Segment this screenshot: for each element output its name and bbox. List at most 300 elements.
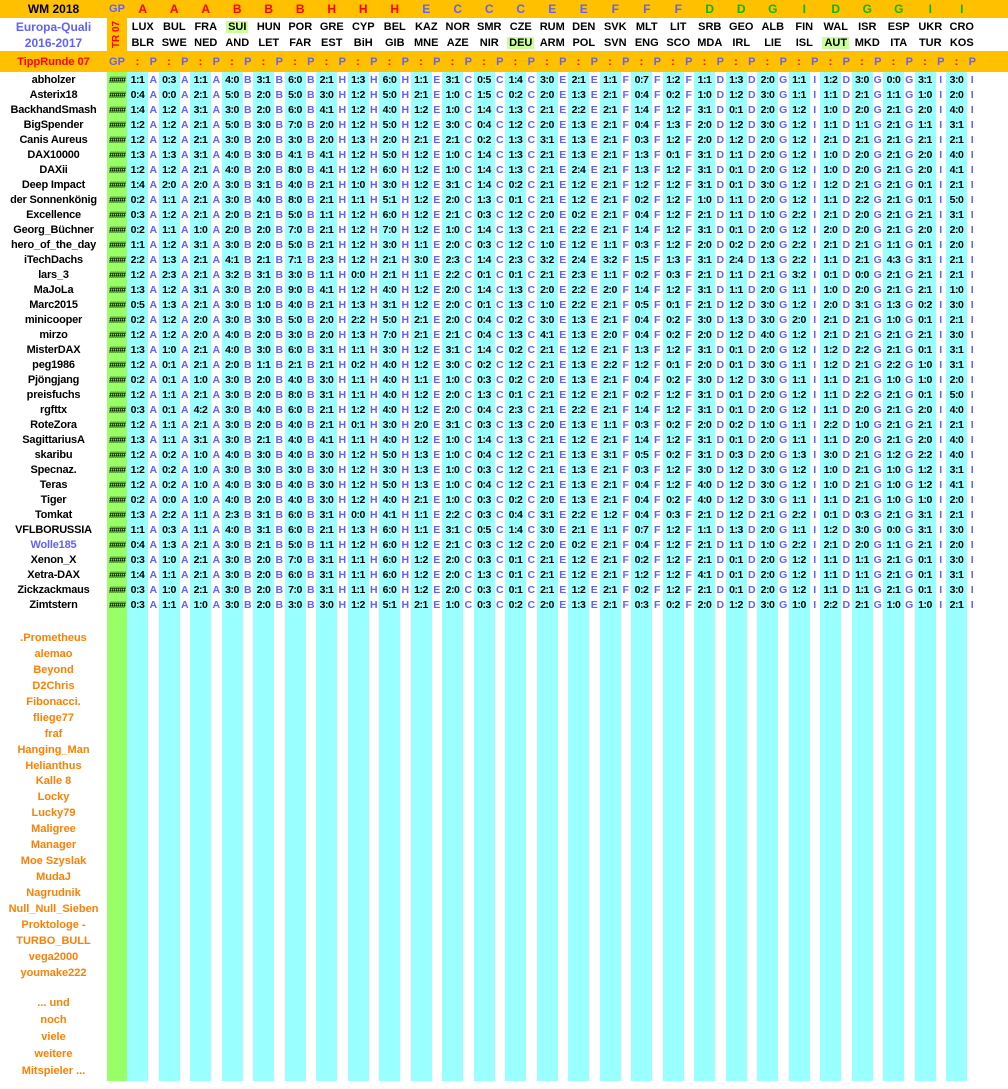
home-team: ESP [887,20,910,33]
tip-group-cell: I [810,132,821,147]
tip-group-cell: D [842,253,851,266]
away-team: IRL [732,36,751,49]
tip-group-cell: F [621,492,632,507]
tip-group-cell: E [559,373,567,386]
tip-score-cell: 2:0 [537,417,558,432]
tip-score-cell: 2:0 [379,132,400,147]
tip-group-cell: F [684,222,695,237]
tip-score-cell: 1:2 [568,342,589,357]
tip-group-cell: H [369,193,378,206]
tip-score-cell: 3:0 [946,72,967,87]
tip-group-cell: F [652,567,663,582]
tip-group-cell: B [243,118,252,131]
tip-group-cell: E [590,163,598,176]
tip-score-cell: 1:1 [820,252,841,267]
tip-group-cell: F [652,252,663,267]
tip-score-cell: 2:3 [222,507,243,522]
tip-score-cell: 2:2 [568,102,589,117]
tip-score-cell: 0:1 [915,552,936,567]
gp-value-cell: #### [107,522,127,537]
tip-score-cell: 0:3 [127,552,148,567]
tip-group-cell: B [275,88,284,101]
inactive-player-name: Nagrudnik [26,887,81,899]
tip-group-cell: B [275,178,284,191]
tip-group-cell: B [306,508,315,521]
tip-group-cell: G [905,538,914,551]
tip-group-cell: H [401,598,410,611]
tip-score-cell: 1:2 [663,162,684,177]
tip-group-cell: A [180,313,189,326]
tip-score-cell: 2:0 [316,117,337,132]
tip-score-cell: 1:3 [348,327,369,342]
tip-group-cell: B [306,178,315,191]
tip-score-cell: 0:1 [348,417,369,432]
tip-group-cell: I [967,192,978,207]
player-name: Tiger [40,493,67,506]
score-col-header: : [167,55,171,68]
tip-group-cell: F [652,537,663,552]
tip-group-cell: G [905,478,914,491]
tip-score-cell: 1:4 [474,177,495,192]
tip-score-cell: 0:1 [726,177,747,192]
tip-score-cell: 1:2 [568,192,589,207]
letter-column-stripe [747,612,758,1081]
tip-group-cell: I [810,417,821,432]
tip-group-cell: F [684,417,695,432]
tip-score-cell: 0:4 [127,87,148,102]
player-name: Excellence [26,208,81,221]
home-team: WAL [823,20,848,33]
tip-score-cell: 1:2 [411,117,432,132]
tip-group-cell: F [652,507,663,522]
tip-score-cell: 1:2 [348,462,369,477]
tip-score-cell: 3:0 [253,477,274,492]
tip-score-cell: 2:0 [316,312,337,327]
player-name: hero_of_the_day [10,238,97,251]
tip-group-cell: H [338,283,347,296]
header-row-points [0,51,1008,72]
tip-group-cell: E [559,73,567,86]
tip-score-cell: 1:1 [348,342,369,357]
tip-score-cell: 0:1 [663,147,684,162]
tip-score-cell: 6:0 [285,342,306,357]
tip-group-cell: B [275,538,284,551]
tip-score-cell: 0:2 [631,192,652,207]
tip-score-cell: 2:1 [537,552,558,567]
tip-group-cell: H [401,373,410,386]
player-row [0,282,1008,297]
tip-score-cell: 0:2 [348,357,369,372]
tip-group-cell: D [842,598,851,611]
score-column-stripe [474,612,495,1081]
tip-group-cell: E [590,523,598,536]
tip-score-cell: 1:1 [600,417,621,432]
tip-score-cell: 2:0 [190,312,211,327]
tip-group-cell: D [842,238,851,251]
tip-group-cell: E [433,538,441,551]
inactive-player-name: MudaJ [36,871,71,884]
tip-group-cell: G [905,373,914,386]
away-team: ITA [890,36,908,49]
tip-score-cell: 3:0 [285,462,306,477]
tip-group-cell: B [243,253,252,266]
tip-group-cell: A [180,298,189,311]
group-letter: G [862,2,872,16]
tip-score-cell: 0:3 [474,537,495,552]
round-label: TippRunde 07 [17,55,90,68]
tip-score-cell: 2:0 [757,162,778,177]
tip-group-cell: E [590,73,598,86]
tip-group-cell: C [527,238,536,251]
tip-group-cell: A [212,433,221,446]
tip-group-cell: B [243,388,252,401]
tip-group-cell: A [149,373,158,386]
tip-score-cell: 1:4 [631,282,652,297]
tip-score-cell: 1:2 [663,222,684,237]
tip-score-cell: 3:0 [253,117,274,132]
tip-group-cell: B [275,568,284,581]
tip-group-cell: A [212,328,221,341]
tip-group-cell: G [779,193,788,206]
tip-score-cell: 1:0 [190,477,211,492]
tip-score-cell: 3:1 [253,267,274,282]
tip-score-cell: 2:1 [915,327,936,342]
points-col-header: P [370,55,378,68]
tip-group-cell: D [842,208,851,221]
tip-group-cell: H [401,463,410,476]
tip-score-cell: 2:0 [757,432,778,447]
tip-group-cell: F [621,507,632,522]
tip-group-cell: E [559,508,567,521]
tip-group-cell: A [149,298,158,311]
tip-score-cell: 1:2 [726,372,747,387]
tip-score-cell: 2:1 [411,327,432,342]
tip-group-cell: B [243,568,252,581]
row-filler [978,357,1008,372]
tip-group-cell: G [779,388,788,401]
tip-group-cell: C [527,163,536,176]
tip-group-cell: G [873,283,882,296]
tip-score-cell: 2:1 [537,462,558,477]
tip-group-cell: D [716,223,725,236]
gp-value-cell: #### [107,417,127,432]
tip-score-cell: 7:0 [285,552,306,567]
away-team: MKD [854,36,880,49]
tip-group-cell: F [684,207,695,222]
tip-score-cell: 3:1 [946,567,967,582]
tip-group-cell: E [559,193,567,206]
tip-group-cell: D [716,298,725,311]
row-filler [978,237,1008,252]
tip-score-cell: 4:0 [222,342,243,357]
player-row [0,432,1008,447]
tip-group-cell: I [967,372,978,387]
tip-group-cell: D [716,103,725,116]
tip-score-cell: 1:3 [789,447,810,462]
match-header [883,18,915,51]
tip-score-cell: 1:2 [159,312,180,327]
tip-group-cell: I [967,597,978,612]
tip-group-cell: A [149,403,158,416]
tip-score-cell: 1:1 [789,72,810,87]
tip-score-cell: 1:2 [505,357,526,372]
tip-score-cell: 2:1 [883,282,904,297]
player-row [0,387,1008,402]
tip-group-cell: F [684,582,695,597]
tip-group-cell: F [652,582,663,597]
tip-group-cell: H [369,478,378,491]
away-team: NIR [479,36,499,49]
tip-score-cell: 6:0 [379,537,400,552]
row-filler [978,177,1008,192]
tip-score-cell: 1:3 [568,312,589,327]
group-letter: F [643,2,651,16]
tip-score-cell: 2:1 [883,402,904,417]
home-team: BEL [383,20,406,33]
letter-column-stripe [369,612,380,1081]
tip-group-cell: G [873,103,882,116]
player-name: SagittariusA [22,433,85,446]
tip-group-cell: B [243,73,252,86]
letter-column-stripe [400,612,411,1081]
tip-score-cell: 0:1 [726,357,747,372]
tip-score-cell: 0:5 [631,447,652,462]
tip-group-cell: D [747,493,756,506]
tip-group-cell: H [401,268,410,281]
inactive-player-name: TURBO_BULL [16,934,91,947]
tip-score-cell: 2:1 [316,72,337,87]
tip-group-cell: I [936,567,947,582]
tip-score-cell: 0:2 [663,312,684,327]
tip-score-cell: 1:2 [505,207,526,222]
tip-group-cell: C [495,298,504,311]
tip-group-cell: I [967,72,978,87]
points-col-header: P [653,55,661,68]
tip-group-cell: G [905,598,914,611]
tip-score-cell: 1:2 [505,117,526,132]
tip-score-cell: 1:3 [505,147,526,162]
tip-group-cell: D [747,343,756,356]
tip-group-cell: I [967,537,978,552]
tip-group-cell: D [842,118,851,131]
tip-group-cell: A [149,583,158,596]
tip-group-cell: D [842,478,851,491]
tip-group-cell: G [779,448,788,461]
tip-score-cell: 2:1 [600,177,621,192]
tip-group-cell: B [306,553,315,566]
tip-score-cell: 1:3 [348,297,369,312]
tip-group-cell: F [652,132,663,147]
tip-group-cell: D [747,178,756,191]
tip-score-cell: 0:3 [631,237,652,252]
tip-score-cell: 1:3 [663,252,684,267]
tip-score-cell: 2:4 [568,252,589,267]
tip-score-cell: 2:1 [852,327,873,342]
match-header [946,18,978,51]
tip-score-cell: 1:2 [127,132,148,147]
tip-group-cell: A [149,538,158,551]
tip-score-cell: 0:2 [726,237,747,252]
tip-group-cell: I [936,552,947,567]
tip-group-cell: D [716,208,725,221]
tip-score-cell: 2:1 [694,267,715,282]
points-col-header: P [716,55,724,68]
tip-group-cell: A [149,448,158,461]
tip-score-cell: 1:4 [631,402,652,417]
tip-group-cell: C [495,313,504,326]
tip-group-cell: C [527,478,536,491]
tip-group-cell: G [905,328,914,341]
tip-group-cell: C [495,448,504,461]
tip-group-cell: A [212,553,221,566]
tip-score-cell: 0:4 [631,492,652,507]
tip-group-cell: C [495,328,504,341]
tip-group-cell: A [149,463,158,476]
tip-score-cell: 2:1 [316,417,337,432]
match-header [600,18,632,51]
row-filler [978,432,1008,447]
tip-group-cell: A [212,478,221,491]
tip-score-cell: 1:0 [190,492,211,507]
tip-score-cell: 2:0 [442,297,463,312]
tip-group-cell: H [338,178,347,191]
player-name: der Sonnenkönig [10,193,97,206]
tip-group-cell: C [495,358,504,371]
tip-group-cell: B [306,238,315,251]
tip-group-cell: E [590,403,598,416]
tip-score-cell: 0:4 [474,312,495,327]
tip-group-cell: I [967,507,978,522]
tip-group-cell: B [275,208,284,221]
tip-score-cell: 0:2 [127,372,148,387]
row-filler [978,492,1008,507]
tip-group-cell: F [684,372,695,387]
tip-score-cell: 2:1 [883,177,904,192]
tip-score-cell: 1:2 [568,552,589,567]
tip-score-cell: 3:2 [222,267,243,282]
tip-score-cell: 1:3 [726,522,747,537]
away-team: TUR [918,36,942,49]
tip-score-cell: 4:1 [316,102,337,117]
tip-score-cell: 1:2 [789,567,810,582]
tip-score-cell: 1:3 [159,297,180,312]
tip-group-cell: F [652,312,663,327]
tip-score-cell: 0:2 [631,582,652,597]
tip-score-cell: 0:2 [127,492,148,507]
tip-group-cell: C [464,373,473,386]
tip-group-cell: C [464,73,473,86]
tip-group-cell: I [936,252,947,267]
tip-score-cell: 2:1 [379,267,400,282]
tip-group-cell: E [559,433,567,446]
away-team: KOS [949,36,974,49]
player-row [0,267,1008,282]
tip-group-cell: E [590,583,598,596]
tip-score-cell: 0:2 [505,87,526,102]
tip-group-cell: F [684,492,695,507]
tip-score-cell: 1:3 [127,147,148,162]
tip-score-cell: 3:0 [757,117,778,132]
tip-score-cell: 2:1 [190,417,211,432]
tip-score-cell: 3:1 [253,522,274,537]
tip-group-cell: H [338,313,347,326]
tip-group-cell: F [684,177,695,192]
tip-score-cell: 1:2 [411,192,432,207]
tip-score-cell: 1:1 [820,402,841,417]
tip-group-cell: B [306,388,315,401]
tip-score-cell: 3:1 [190,282,211,297]
tip-group-cell: D [716,373,725,386]
tip-score-cell: 2:1 [883,132,904,147]
tip-score-cell: 1:4 [474,222,495,237]
tip-group-cell: H [401,553,410,566]
tip-score-cell: 2:1 [537,342,558,357]
tip-group-cell: I [810,552,821,567]
tip-score-cell: 3:0 [316,372,337,387]
tip-score-cell: 3:1 [190,237,211,252]
tip-group-cell: D [842,448,851,461]
tip-score-cell: 0:2 [568,537,589,552]
tip-score-cell: 0:3 [663,267,684,282]
tip-score-cell: 1:2 [159,102,180,117]
tip-score-cell: 4:0 [285,432,306,447]
letter-column-stripe [810,612,821,1081]
tip-group-cell: A [149,598,158,611]
tip-group-cell: A [212,88,221,101]
tip-group-cell: H [338,328,347,341]
tip-score-cell: 2:2 [348,312,369,327]
tip-score-cell: 2:0 [915,222,936,237]
tip-score-cell: 2:0 [253,102,274,117]
tip-score-cell: 2:1 [190,162,211,177]
score-column-stripe [757,612,778,1081]
row-filler [978,507,1008,522]
tip-group-cell: A [212,538,221,551]
score-col-header: : [261,55,266,68]
tip-group-cell: D [716,73,725,86]
tip-group-cell: B [243,238,252,251]
tip-group-cell: G [905,268,914,281]
tip-score-cell: 0:2 [663,447,684,462]
group-letter: E [579,2,588,16]
tip-score-cell: 2:2 [568,402,589,417]
tip-group-cell: I [810,327,821,342]
tip-score-cell: 3:0 [316,87,337,102]
tip-score-cell: 1:0 [757,417,778,432]
tip-score-cell: 1:4 [474,162,495,177]
tip-group-cell: G [873,343,882,356]
tip-group-cell: A [180,508,189,521]
tip-group-cell: F [652,237,663,252]
tip-score-cell: 3:1 [442,417,463,432]
tip-score-cell: 0:7 [631,72,652,87]
score-col-header: : [135,55,140,68]
match-header [348,18,380,51]
tip-score-cell: 1:0 [537,237,558,252]
tip-group-cell: E [559,148,567,161]
tip-score-cell: 0:4 [474,447,495,462]
tip-group-cell: I [810,432,821,447]
tip-score-cell: 2:2 [852,192,873,207]
tip-score-cell: 0:3 [474,207,495,222]
tip-group-cell: A [212,583,221,596]
player-name: MisterDAX [26,343,81,356]
tip-score-cell: 2:3 [568,267,589,282]
away-team: LIE [764,36,782,49]
tip-score-cell: 4:1 [537,327,558,342]
tip-score-cell: 1:2 [663,582,684,597]
tip-group-cell: I [936,102,947,117]
